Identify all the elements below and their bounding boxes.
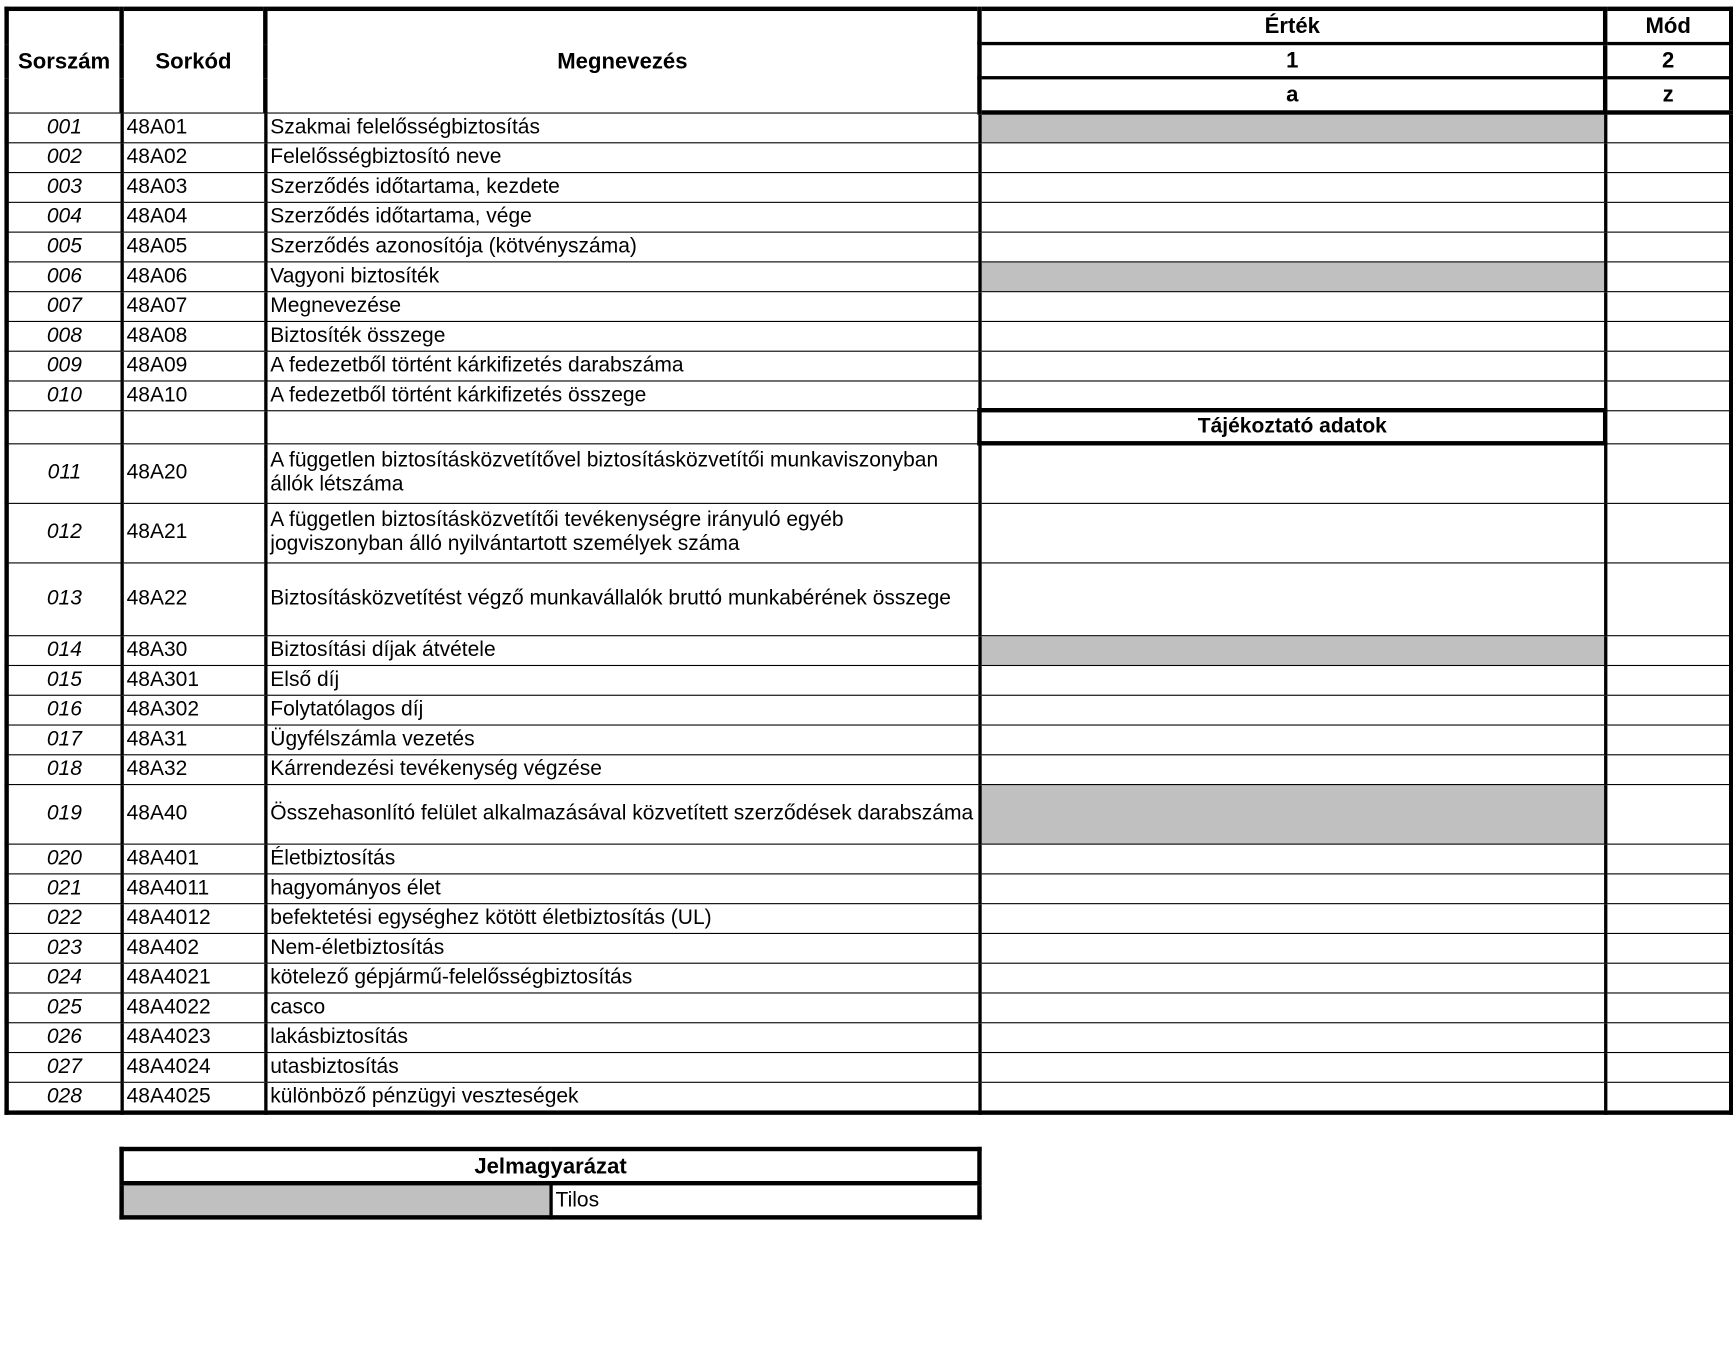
table-row [7,784,1732,844]
value-cell[interactable] [979,291,1605,321]
row-code: 48A02 [122,142,266,172]
row-code: 48A20 [122,443,266,503]
row-number: 028 [7,1082,122,1112]
empty-cell [122,410,266,443]
row-number: 013 [7,563,122,636]
table-row [7,381,1732,411]
mode-cell[interactable] [1605,933,1731,963]
empty-cell [265,410,979,443]
header-mod: Mód [1605,9,1731,44]
row-name: Folytatólagos díj [265,695,979,725]
value-cell[interactable] [979,202,1605,232]
legend-swatch-tilos [122,1183,551,1217]
row-name: Nem-életbiztosítás [265,933,979,963]
table-row [7,874,1732,904]
header-ertek-type: a [979,78,1605,113]
empty-cell [1605,410,1731,443]
mode-cell[interactable] [1605,695,1731,725]
row-name: Szakmai felelősségbiztosítás [265,112,979,142]
row-name: Első díj [265,665,979,695]
row-name: Szerződés időtartama, vége [265,202,979,232]
table-row [7,1023,1732,1053]
table-row [7,443,1732,503]
row-code: 48A32 [122,755,266,785]
row-code: 48A03 [122,172,266,202]
row-number: 015 [7,665,122,695]
row-code: 48A06 [122,261,266,291]
value-cell-disabled [979,261,1605,291]
row-number: 001 [7,112,122,142]
row-number: 005 [7,232,122,262]
row-name: utasbiztosítás [265,1053,979,1083]
value-cell[interactable] [979,563,1605,636]
row-code: 48A01 [122,112,266,142]
mode-cell[interactable] [1605,665,1731,695]
row-code: 48A4024 [122,1053,266,1083]
row-code: 48A21 [122,503,266,563]
mode-cell[interactable] [1605,636,1731,666]
row-name: Biztosíték összege [265,321,979,351]
table-row [7,351,1732,381]
value-cell[interactable] [979,993,1605,1023]
row-code: 48A04 [122,202,266,232]
mode-cell[interactable] [1605,755,1731,785]
value-cell[interactable] [979,1053,1605,1083]
table-row [7,993,1732,1023]
mode-cell[interactable] [1605,963,1731,993]
row-code: 48A08 [122,321,266,351]
row-number: 026 [7,1023,122,1053]
table-row [7,755,1732,785]
row-number: 018 [7,755,122,785]
row-number: 016 [7,695,122,725]
value-cell[interactable] [979,1082,1605,1112]
row-name: Biztosításközvetítést végző munkavállalók bruttó munkabérének összege [265,563,979,636]
row-name: A fedezetből történt kárkifizetés összege [265,381,979,411]
row-name: A független biztosításközvetítővel biztosításközvetítői munkaviszonyban állók létszáma [265,443,979,503]
table-row [7,261,1732,291]
value-cell[interactable] [979,755,1605,785]
value-cell[interactable] [979,172,1605,202]
mode-cell[interactable] [1605,142,1731,172]
row-code: 48A4012 [122,904,266,934]
value-cell-disabled [979,784,1605,844]
row-name: Vagyoni biztosíték [265,261,979,291]
header-mod-type: z [1605,78,1731,113]
value-cell[interactable] [979,904,1605,934]
mode-cell[interactable] [1605,725,1731,755]
value-cell-disabled [979,112,1605,142]
row-name: Szerződés időtartama, kezdete [265,172,979,202]
row-number: 007 [7,291,122,321]
row-code: 48A22 [122,563,266,636]
value-cell[interactable] [979,725,1605,755]
header-megnevezes: Megnevezés [265,9,979,113]
info-section-title: Tájékoztató adatok [979,410,1605,443]
row-code: 48A40 [122,784,266,844]
row-number: 019 [7,784,122,844]
row-name: lakásbiztosítás [265,1023,979,1053]
row-number: 027 [7,1053,122,1083]
info-section-row [7,410,1732,443]
header-mod-num: 2 [1605,44,1731,78]
row-code: 48A31 [122,725,266,755]
value-cell[interactable] [979,665,1605,695]
table-row [7,563,1732,636]
value-cell[interactable] [979,443,1605,503]
row-number: 012 [7,503,122,563]
value-cell[interactable] [979,874,1605,904]
row-number: 011 [7,443,122,503]
mode-cell[interactable] [1605,1023,1731,1053]
table-row [7,963,1732,993]
row-code: 48A301 [122,665,266,695]
mode-cell[interactable] [1605,321,1731,351]
row-number: 021 [7,874,122,904]
value-cell[interactable] [979,321,1605,351]
value-cell[interactable] [979,963,1605,993]
legend-label-tilos: Tilos [551,1183,980,1217]
legend-table [119,1147,981,1220]
row-code: 48A07 [122,291,266,321]
table-row [7,844,1732,874]
value-cell[interactable] [979,232,1605,262]
table-row [7,1053,1732,1083]
row-name: Biztosítási díjak átvétele [265,636,979,666]
row-name: kötelező gépjármű-felelősségbiztosítás [265,963,979,993]
row-code: 48A4011 [122,874,266,904]
value-cell[interactable] [979,844,1605,874]
row-code: 48A401 [122,844,266,874]
row-number: 010 [7,381,122,411]
row-number: 025 [7,993,122,1023]
row-code: 48A4025 [122,1082,266,1112]
row-name: befektetési egységhez kötött életbiztosítás (UL) [265,904,979,934]
table-row [7,636,1732,666]
mode-cell[interactable] [1605,351,1731,381]
row-name: hagyományos élet [265,874,979,904]
value-cell[interactable] [979,142,1605,172]
value-cell[interactable] [979,351,1605,381]
table-row [7,232,1732,262]
row-number: 009 [7,351,122,381]
row-name: Megnevezése [265,291,979,321]
row-number: 022 [7,904,122,934]
mode-cell[interactable] [1605,112,1731,142]
row-code: 48A302 [122,695,266,725]
row-number: 004 [7,202,122,232]
mode-cell[interactable] [1605,904,1731,934]
table-row [7,503,1732,563]
table-row [7,695,1732,725]
mode-cell[interactable] [1605,232,1731,262]
row-name: casco [265,993,979,1023]
mode-cell[interactable] [1605,1053,1731,1083]
value-cell[interactable] [979,695,1605,725]
row-name: különböző pénzügyi veszteségek [265,1082,979,1112]
row-code: 48A402 [122,933,266,963]
row-name: Szerződés azonosítója (kötvényszáma) [265,232,979,262]
mode-cell[interactable] [1605,291,1731,321]
value-cell[interactable] [979,503,1605,563]
row-name: A fedezetből történt kárkifizetés darabszáma [265,351,979,381]
table-row [7,904,1732,934]
row-code: 48A30 [122,636,266,666]
header-sorkod: Sorkód [122,9,266,113]
row-code: 48A05 [122,232,266,262]
table-row [7,202,1732,232]
mode-cell[interactable] [1605,202,1731,232]
row-code: 48A10 [122,381,266,411]
row-number: 023 [7,933,122,963]
header-ertek-num: 1 [979,44,1605,78]
table-row [7,933,1732,963]
mode-cell[interactable] [1605,844,1731,874]
header-ertek: Érték [979,9,1605,44]
header-sorszam: Sorszám [7,9,122,113]
mode-cell[interactable] [1605,563,1731,636]
table-row [7,142,1732,172]
mode-cell[interactable] [1605,874,1731,904]
legend-title: Jelmagyarázat [122,1149,980,1183]
value-cell[interactable] [979,933,1605,963]
row-number: 014 [7,636,122,666]
table-row [7,1082,1732,1112]
row-number: 008 [7,321,122,351]
row-code: 48A4022 [122,993,266,1023]
row-code: 48A09 [122,351,266,381]
mode-cell[interactable] [1605,993,1731,1023]
value-cell[interactable] [979,381,1605,411]
data-table [4,7,1733,1115]
row-number: 020 [7,844,122,874]
table-row [7,172,1732,202]
row-name: Kárrendezési tevékenység végzése [265,755,979,785]
row-number: 003 [7,172,122,202]
row-name: Ügyfélszámla vezetés [265,725,979,755]
row-name: A független biztosításközvetítői tevékenységre irányuló egyéb jogviszonyban álló nyilvántartott személyek száma [265,503,979,563]
mode-cell[interactable] [1605,172,1731,202]
mode-cell[interactable] [1605,443,1731,503]
row-code: 48A4023 [122,1023,266,1053]
row-name: Életbiztosítás [265,844,979,874]
value-cell[interactable] [979,1023,1605,1053]
value-cell-disabled [979,636,1605,666]
mode-cell[interactable] [1605,381,1731,411]
table-body [7,112,1732,1112]
row-name: Felelősségbiztosító neve [265,142,979,172]
row-number: 002 [7,142,122,172]
mode-cell[interactable] [1605,261,1731,291]
row-number: 006 [7,261,122,291]
row-code: 48A4021 [122,963,266,993]
table-row [7,112,1732,142]
mode-cell[interactable] [1605,503,1731,563]
table-row [7,321,1732,351]
row-number: 017 [7,725,122,755]
row-name: Összehasonlító felület alkalmazásával közvetített szerződések darabszáma [265,784,979,844]
table-row [7,291,1732,321]
mode-cell[interactable] [1605,784,1731,844]
mode-cell[interactable] [1605,1082,1731,1112]
table-row [7,725,1732,755]
table-row [7,665,1732,695]
empty-cell [7,410,122,443]
row-number: 024 [7,963,122,993]
